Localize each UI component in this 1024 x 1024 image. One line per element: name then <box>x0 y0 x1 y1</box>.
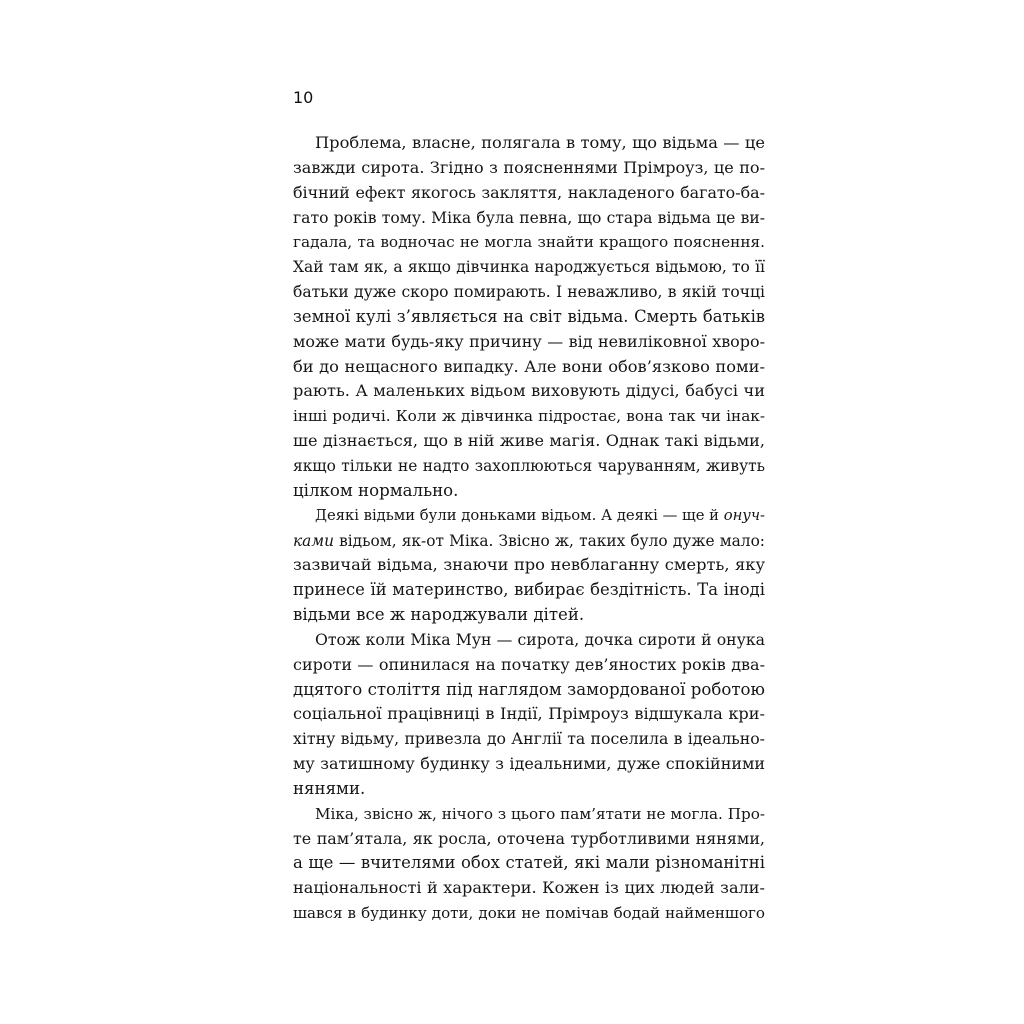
text-line: зазвичай відьма, знаючи про невблаганну смерть, яку <box>293 555 765 575</box>
text-line: ше дізнається, що в ній живе магія. Однак такі відьми, <box>293 431 765 451</box>
text-line: Міка, звісно ж, нічого з цього пам’ятати не могла. Про- <box>315 804 765 823</box>
text-line: завжди сирота. Згідно з поясненнями Прімроуз, це по- <box>293 157 765 177</box>
text-line: Проблема, власне, полягала в тому, що відьма — це <box>315 133 765 152</box>
text-line <box>293 529 765 554</box>
text-line: земної кулі з’являється на світ відьма. Смерть батьків <box>293 306 765 326</box>
text-line: батьки дуже скоро помирають. І неважливо, в якій точці <box>293 283 765 302</box>
text-line: гадала, та водночас не могла знайти кращого пояснення. <box>293 233 765 252</box>
text-line: те пам’ятала, як росла, оточена турботливими нянями, <box>293 828 765 848</box>
text-line: може мати будь-яку причину — від невиліковної хворо- <box>293 331 765 351</box>
italic-word: онуч- <box>723 506 765 524</box>
text-line: би до нещасного випадку. Але вони обов’язково поми- <box>293 356 765 376</box>
italic-word: ками <box>293 531 334 550</box>
text-line: Отож коли Міка Мун — сирота, дочка сироти й онука <box>315 629 765 649</box>
text-line: якщо тільки не надто захоплюються чаруванням, живуть <box>293 456 765 475</box>
text-line: бічний ефект якогось закляття, накладеного багато-ба- <box>293 182 765 202</box>
text-fragment: Деякі відьми були доньками відьом. А деякі — ще й <box>315 506 724 524</box>
text-fragment: відьом, як-от Міка. Звісно ж, таких було дуже мало: <box>333 531 765 550</box>
text-line: хітну відьму, привезла до Англії та поселила в ідеально- <box>293 729 765 749</box>
text-line: інші родичі. Коли ж дівчинка підростає, вона так чи інак- <box>293 407 765 426</box>
text-line: соціальної працівниці в Індії, Прімроуз відшукала кри- <box>293 704 765 724</box>
text-line: Хай там як, а якщо дівчинка народжується відьмою, то її <box>293 258 765 277</box>
text-line: дцятого століття під наглядом замордованої роботою <box>293 679 765 699</box>
text-line: му затишному будинку з ідеальними, дуже спокійними <box>293 754 765 774</box>
text-line: сироти — опинилася на початку дев’яностих років два- <box>293 654 765 674</box>
text-line: національності й характери. Кожен із цих людей зали- <box>293 878 765 898</box>
text-line: шався в будинку доти, доки не помічав бодай найменшого <box>293 904 765 923</box>
text-line: цілком нормально. <box>293 480 459 500</box>
text-line: нянями. <box>293 778 366 798</box>
text-line <box>293 504 765 529</box>
page-number: 10 <box>293 88 314 107</box>
body-text <box>293 131 765 926</box>
text-line: рають. А маленьких відьом виховують дідусі, бабусі чи <box>293 381 765 401</box>
text-line: а ще — вчителями обох статей, які мали різноманітні <box>293 853 765 873</box>
text-line: гато років тому. Міка була певна, що стара відьма це ви- <box>293 208 765 227</box>
text-line: принесе їй материнство, вибирає бездітність. Та іноді <box>293 580 765 600</box>
text-line: відьми все ж народжували дітей. <box>293 605 585 625</box>
